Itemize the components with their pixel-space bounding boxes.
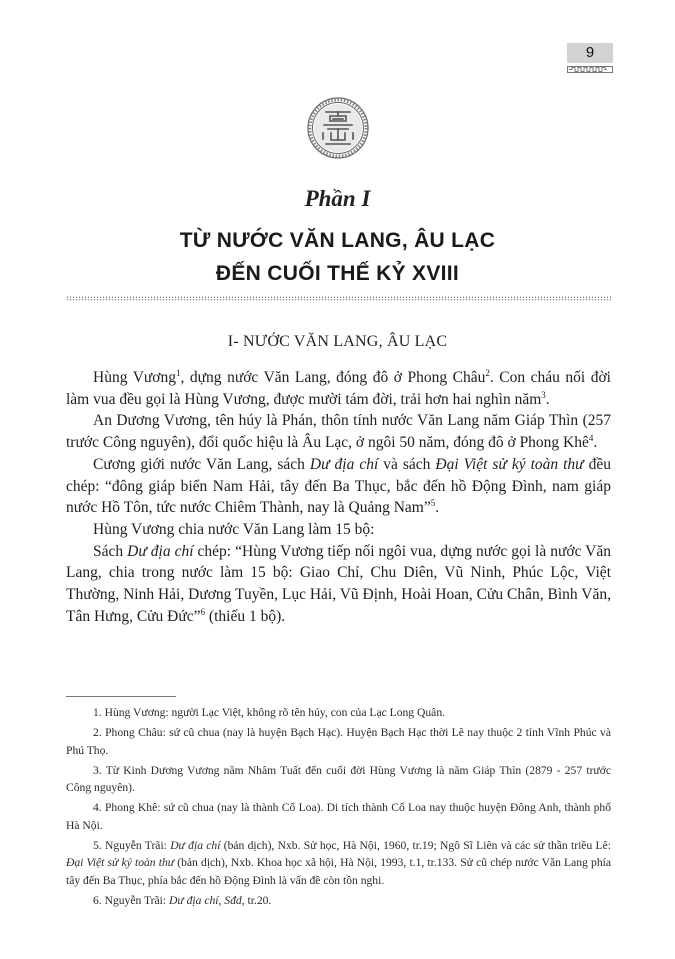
text-run: Sách bbox=[93, 542, 128, 560]
chapter-title-line-1: TỪ NƯỚC VĂN LANG, ÂU LẠC bbox=[179, 229, 496, 252]
paragraph-5 bbox=[66, 541, 611, 628]
footnote-ref: 4 bbox=[588, 432, 594, 443]
text-run: đều chép: “đông giáp biển Nam Hải, tây đến Ba Thục, bắc đến hồ Động Đình, nam giáp nước Hồ Tôn, tức nước Chiêm Thành, nay là Quảng Nam” bbox=[66, 455, 612, 517]
book-title: Đại Việt sử ký toàn thư bbox=[435, 455, 584, 473]
footnote-rule bbox=[66, 696, 176, 697]
book-title: Dư địa chí bbox=[309, 455, 379, 473]
footnote-1: 1. Hùng Vương: người Lạc Việt, không rõ tên húy, con của Lạc Long Quân. bbox=[93, 706, 446, 719]
footnotes bbox=[66, 704, 611, 912]
paragraph-1 bbox=[66, 367, 611, 410]
book-title: Dư địa chí bbox=[170, 838, 221, 852]
text-run: , tr.20. bbox=[241, 893, 272, 907]
footnote-ref: 2 bbox=[485, 367, 490, 378]
section-heading: I- NƯỚC VĂN LANG, ÂU LẠC bbox=[227, 333, 448, 350]
text-run: Cương giới nước Văn Lang, sách bbox=[93, 455, 310, 473]
chapter-title-line-2: ĐẾN CUỐI THẾ KỶ XVIII bbox=[215, 262, 460, 285]
page-number-ornament bbox=[567, 66, 613, 73]
page-number: 9 bbox=[567, 43, 613, 63]
text-run: . bbox=[435, 499, 440, 517]
text-run: chép: “Hùng Vương tiếp nối ngôi vua, dựng nước gọi là nước Văn Lang, chia trong nước làm 15 bộ: Giao Chỉ, Chu Diên, Vũ Ninh, Phúc Lộc, Việt Thường, Ninh Hải, Dương Tuyền, Lục Hải, Vũ Định, Hoài Hoan, Cửu Chân, Bình Văn, Tân Hưng, Cửu Đức” bbox=[66, 542, 611, 625]
paragraph-2 bbox=[66, 410, 611, 453]
part-title: Phần I bbox=[304, 186, 371, 211]
text-run: (bản dịch), Nxb. Khoa học xã hội, Hà Nội, 1993, t.1, tr.133. Sử cũ chép nước Văn Lang phía tây đến Ba Thục, phía bắc đến hồ Động Đình là vấn đề còn tồn nghi. bbox=[66, 856, 611, 887]
text-run: . bbox=[593, 434, 598, 452]
footnote-ref: 3 bbox=[541, 389, 546, 400]
book-title: Dư địa chí bbox=[127, 542, 194, 560]
footnote-ref: 5 bbox=[430, 498, 436, 509]
footnote-ref: 6 bbox=[200, 606, 206, 617]
text-run: Hùng Vương bbox=[93, 369, 176, 386]
footnote-4: 4. Phong Khê: sứ cũ chua (nay là thành Cổ Loa). Di tích thành Cổ Loa nay thuộc huyện Đông Anh, thành phố Hà Nội. bbox=[66, 801, 611, 832]
footnote-3: 3. Từ Kinh Dương Vương năm Nhâm Tuất đến cuối đời Hùng Vương là năm Giáp Thìn (2879 - 257 trước Công nguyên). bbox=[66, 763, 611, 794]
footnote-ref: 1 bbox=[176, 367, 181, 378]
text-run: . bbox=[545, 390, 550, 408]
text-run: , dựng nước Văn Lang, đóng đô ở Phong Châu bbox=[180, 369, 486, 386]
text-run: 6. Nguyễn Trãi: bbox=[93, 893, 170, 907]
book-title: Đại Việt sử ký toàn thư bbox=[66, 856, 175, 869]
ornament-medallion-icon bbox=[307, 97, 369, 159]
paragraph-3 bbox=[66, 454, 611, 519]
text-run: và sách bbox=[378, 455, 436, 473]
text-run: 5. Nguyễn Trãi: bbox=[93, 838, 171, 852]
book-title: Dư địa chí, Sđd bbox=[169, 893, 242, 907]
text-run: An Dương Vương, tên húy là Phán, thôn tính nước Văn Lang năm Giáp Thìn (257 trước Công nguyên), đổi quốc hiệu là Âu Lạc, ở ngôi 50 năm, đóng đô ở Phong Khê bbox=[66, 412, 611, 452]
footnote-2: 2. Phong Châu: sứ cũ chua (nay là huyện Bạch Hạc). Huyện Bạch Hạc thời Lê nay thuộc 2 tỉnh Vĩnh Phúc và Phú Thọ. bbox=[66, 726, 611, 757]
body-text bbox=[66, 367, 611, 627]
text-run: (bản dịch), Nxb. Sử học, Hà Nội, 1960, tr.19; Ngô Sĩ Liên và các sử thần triều Lê: bbox=[220, 838, 611, 852]
footnote-5 bbox=[66, 837, 611, 890]
paragraph-4: Hùng Vương chia nước Văn Lang làm 15 bộ: bbox=[93, 520, 375, 538]
text-run: (thiếu 1 bộ). bbox=[205, 607, 286, 625]
text-run: . Con cháu nối đời làm vua đều gọi là Hùng Vương, được mười tám đời, trải hơn hai nghìn năm bbox=[66, 369, 611, 408]
footnote-6 bbox=[66, 892, 611, 910]
ornamental-divider bbox=[66, 296, 611, 301]
